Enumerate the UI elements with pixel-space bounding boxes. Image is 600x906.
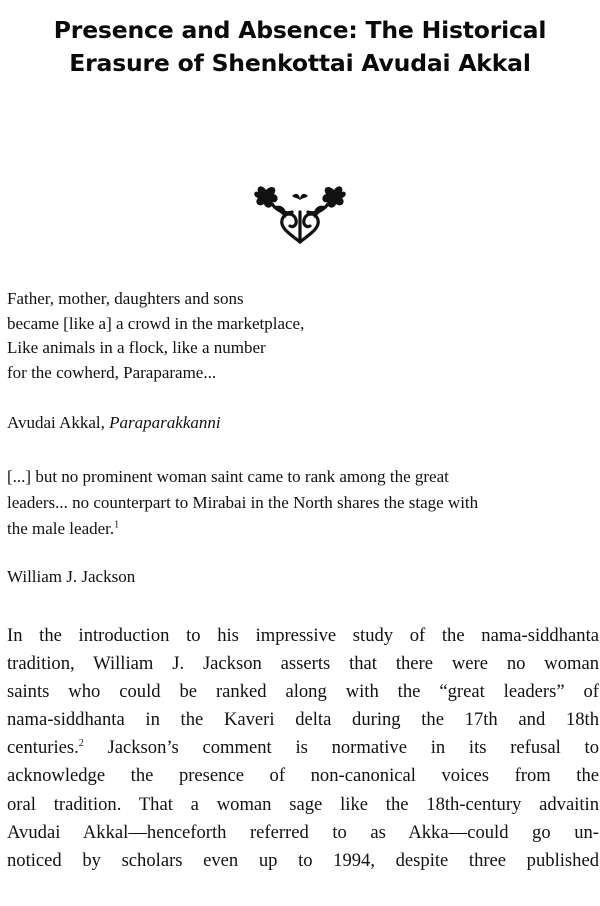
verse-line: Father, mother, daughters and sons bbox=[7, 289, 244, 308]
quote-line: leaders... no counterpart to Mirabai in the North shares the stage with bbox=[7, 493, 479, 512]
body-line: saints who could be ranked along with the “great leaders” of bbox=[7, 681, 599, 703]
body-paragraph bbox=[7, 622, 599, 875]
verse-line: for the cowherd, Paraparame... bbox=[7, 362, 217, 382]
body-line: Avudai Akkal—henceforth referred to as Akka—could go un- bbox=[7, 821, 599, 843]
body-line-rest: Jackson’s comment is normative in its refusal to bbox=[83, 737, 599, 759]
body-line: oral tradition. That a woman sage like the 18th-century advaitin bbox=[7, 793, 599, 815]
verse-attribution bbox=[7, 412, 221, 434]
body-line bbox=[7, 734, 599, 762]
floral-fleuron-icon bbox=[252, 182, 348, 248]
quote-attribution: William J. Jackson bbox=[7, 567, 136, 586]
body-line: noticed by scholars even up to 1994, despite three published bbox=[7, 849, 599, 871]
body-line: acknowledge the presence of non-canonical voices from the bbox=[7, 765, 599, 787]
footnote-marker[interactable]: 1 bbox=[114, 519, 120, 531]
verse-line: became [like a] a crowd in the marketplace, bbox=[7, 313, 305, 333]
body-line: tradition, William J. Jackson asserts that there were no woman bbox=[7, 653, 599, 675]
quote-line bbox=[7, 516, 597, 542]
quote-line: [...] but no prominent woman saint came to rank among the great bbox=[7, 467, 449, 486]
quote-line-text: the male leader. bbox=[7, 519, 115, 538]
body-line: In the introduction to his impressive study of the nama-siddhanta bbox=[7, 625, 599, 646]
chapter-title-line-1: Presence and Absence: The Historical bbox=[53, 16, 547, 44]
body-line: nama-siddhanta in the Kaveri delta during the 17th and 18th bbox=[7, 709, 599, 731]
attribution-author: Avudai Akkal, bbox=[7, 413, 110, 432]
chapter-title-line-2: Erasure of Shenkottai Avudai Akkal bbox=[69, 49, 531, 77]
chapter-title bbox=[0, 14, 600, 80]
attribution-work-title: Paraparakkanni bbox=[109, 413, 221, 432]
verse-line: Like animals in a flock, like a number bbox=[7, 338, 266, 357]
body-line-start: centuries. bbox=[7, 737, 79, 759]
quote-epigraph bbox=[7, 464, 597, 542]
verse-epigraph bbox=[7, 287, 304, 385]
footnote-marker[interactable]: 2 bbox=[78, 738, 84, 750]
